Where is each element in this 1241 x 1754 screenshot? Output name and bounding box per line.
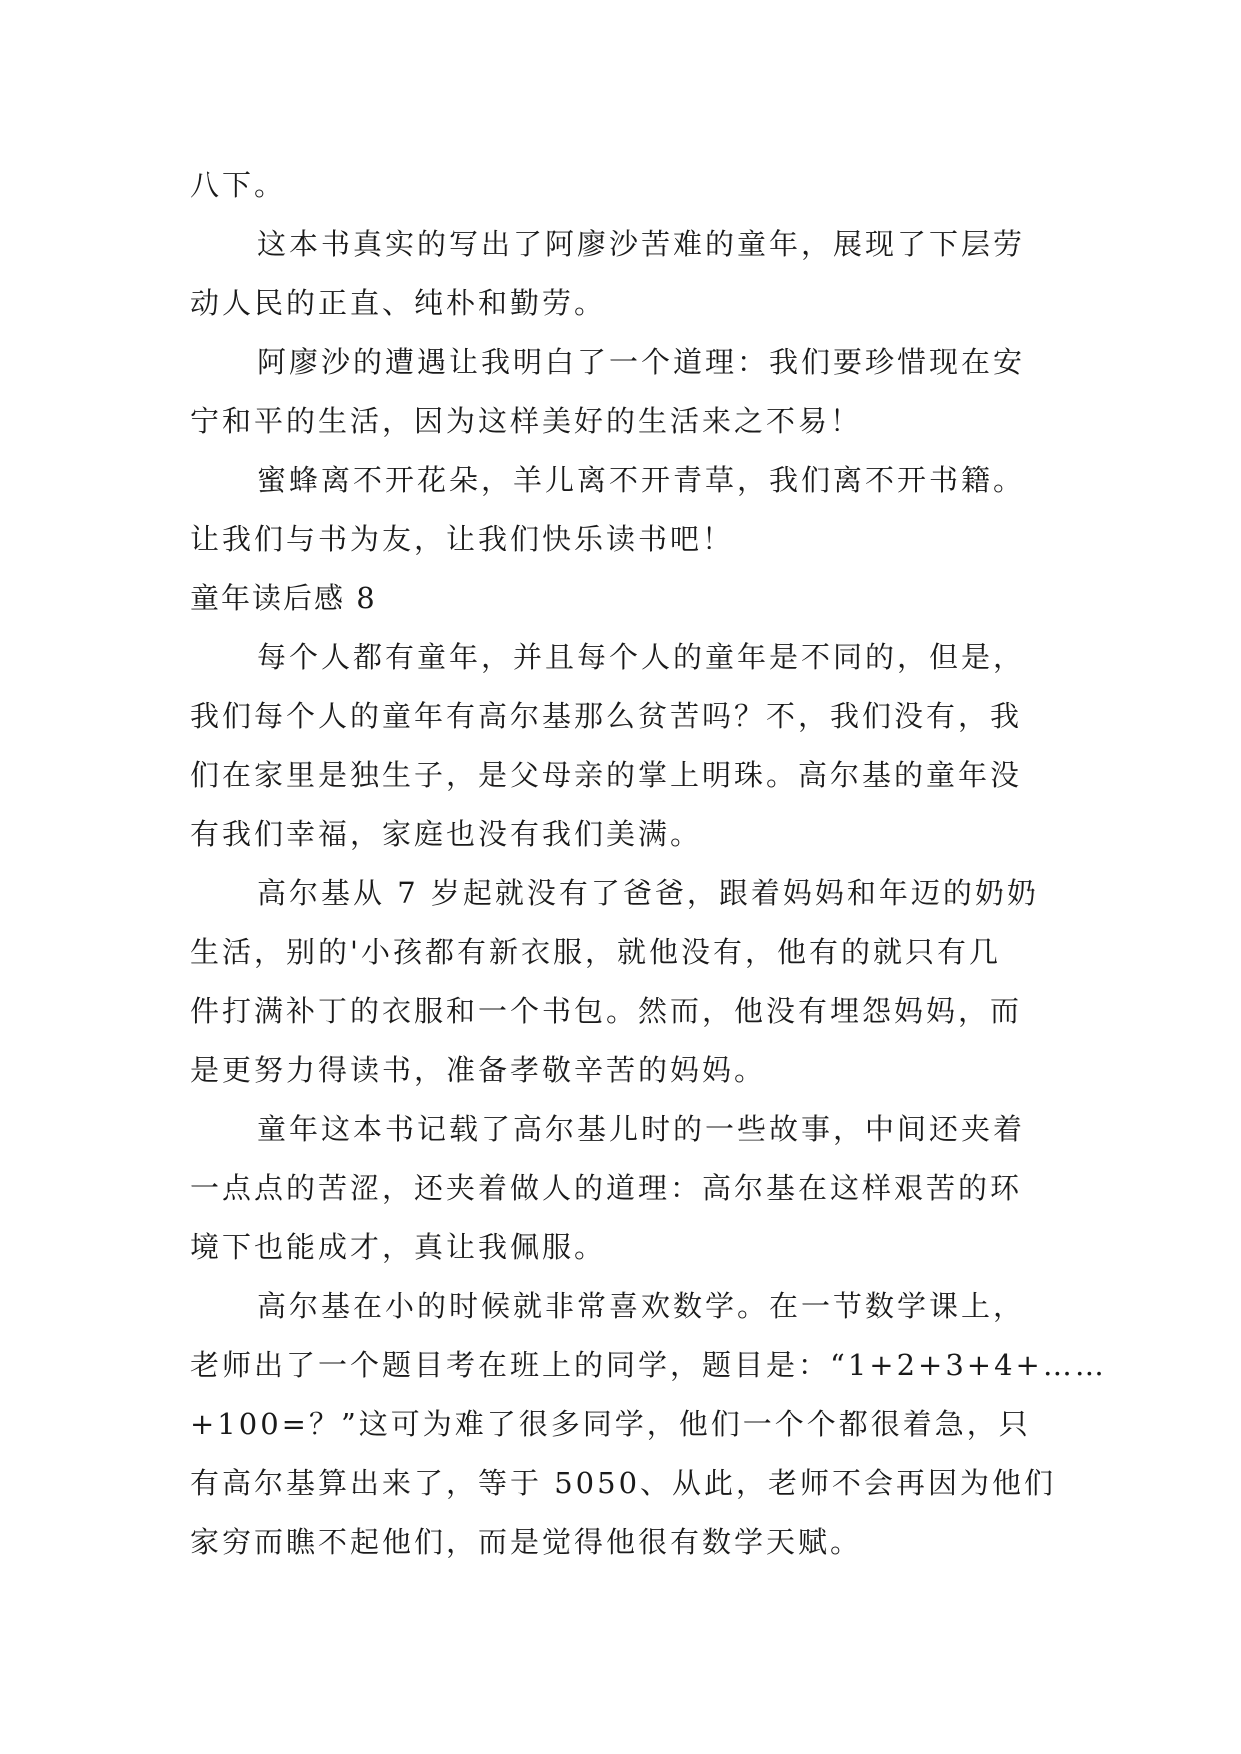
text-line: 我们每个人的童年有高尔基那么贫苦吗？不，我们没有，我	[190, 699, 1023, 733]
text-line: 老师出了一个题目考在班上的同学，题目是：“1+2+3+4+……	[190, 1348, 1107, 1382]
text-line: 高尔基从 7 岁起就没有了爸爸，跟着妈妈和年迈的奶奶	[257, 876, 1039, 910]
text-line: 这本书真实的写出了阿廖沙苦难的童年，展现了下层劳	[257, 227, 1026, 261]
text-line: 家穷而瞧不起他们，而是觉得他很有数学天赋。	[190, 1525, 863, 1559]
text-line: 有高尔基算出来了，等于 5050、从此，老师不会再因为他们	[190, 1466, 1057, 1500]
text-line: 让我们与书为友，让我们快乐读书吧！	[190, 522, 735, 556]
text-line: 是更努力得读书，准备孝敬辛苦的妈妈。	[190, 1053, 767, 1087]
text-line: 八下。	[190, 168, 287, 202]
text-line: 境下也能成才，真让我佩服。	[190, 1230, 607, 1264]
text-line: 们在家里是独生子，是父母亲的掌上明珠。高尔基的童年没	[190, 758, 1023, 792]
text-line: 件打满补丁的衣服和一个书包。然而，他没有埋怨妈妈，而	[190, 994, 1023, 1028]
section-heading: 童年读后感 8	[190, 581, 377, 615]
body-text	[190, 156, 1107, 1572]
text-line: 生活，别的'小孩都有新衣服，就他没有，他有的就只有几	[190, 935, 1001, 969]
text-line: +100=？”这可为难了很多同学，他们一个个都很着急，只	[190, 1407, 1031, 1441]
text-line: 一点点的苦涩，还夹着做人的道理：高尔基在这样艰苦的环	[190, 1171, 1023, 1205]
text-line: 动人民的正直、纯朴和勤劳。	[190, 286, 607, 320]
text-line: 有我们幸福，家庭也没有我们美满。	[190, 817, 703, 851]
text-line: 童年这本书记载了高尔基儿时的一些故事，中间还夹着	[257, 1112, 1026, 1146]
text-line: 高尔基在小的时候就非常喜欢数学。在一节数学课上，	[257, 1289, 1026, 1323]
text-line: 宁和平的生活，因为这样美好的生活来之不易！	[190, 404, 863, 438]
text-line: 蜜蜂离不开花朵，羊儿离不开青草，我们离不开书籍。	[257, 463, 1026, 497]
text-line: 阿廖沙的遭遇让我明白了一个道理：我们要珍惜现在安	[257, 345, 1026, 379]
text-line: 每个人都有童年，并且每个人的童年是不同的，但是，	[257, 640, 1026, 674]
